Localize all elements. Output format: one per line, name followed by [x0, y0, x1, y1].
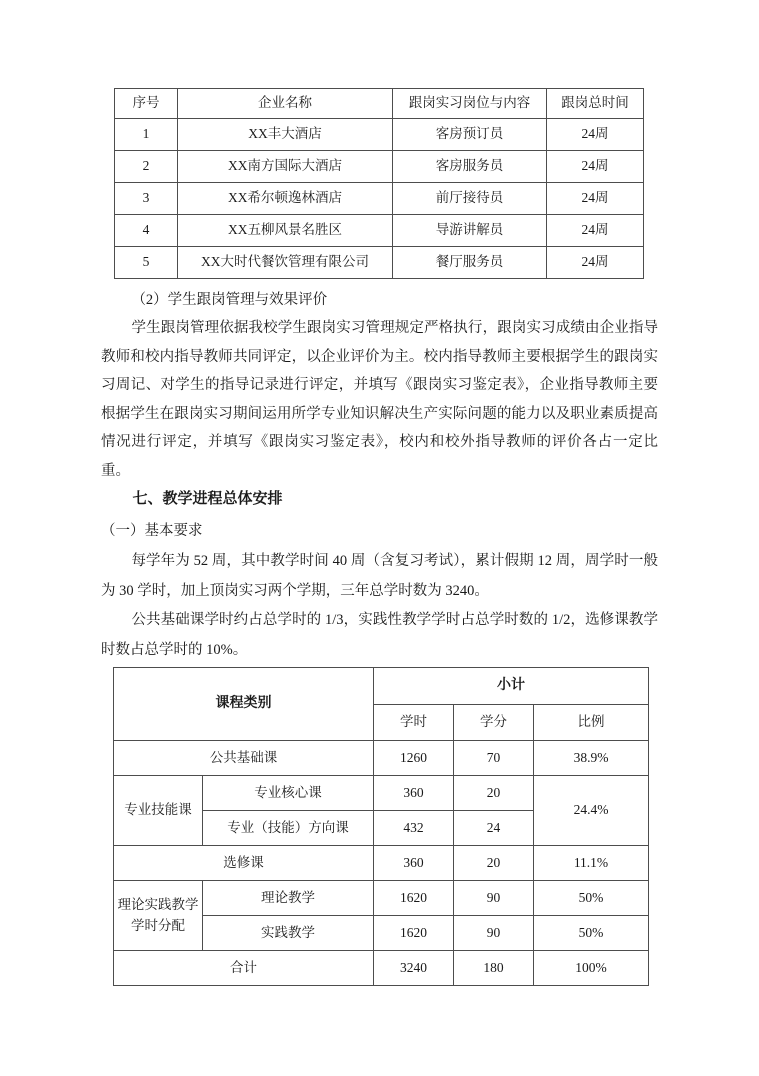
cell-duration: 24周	[547, 119, 644, 151]
cell-hours: 432	[374, 811, 454, 846]
cell-credits: 180	[454, 951, 534, 986]
header-category: 课程类别	[114, 668, 374, 741]
cell-course-label: 实践教学	[203, 916, 374, 951]
cell-company: XX南方国际大酒店	[178, 151, 393, 183]
cell-seq: 3	[115, 183, 178, 215]
header-credits: 学分	[454, 705, 534, 741]
cell-course-label: 专业核心课	[203, 776, 374, 811]
cell-position: 客房预订员	[393, 119, 547, 151]
cell-credits: 24	[454, 811, 534, 846]
cell-duration: 24周	[547, 247, 644, 279]
cell-company: XX希尔顿逸林酒店	[178, 183, 393, 215]
cell-position: 餐厅服务员	[393, 247, 547, 279]
header-subtotal: 小计	[374, 668, 649, 705]
cell-duration: 24周	[547, 151, 644, 183]
cell-company: XX丰大酒店	[178, 119, 393, 151]
cell-company: XX大时代餐饮管理有限公司	[178, 247, 393, 279]
internship-row	[115, 215, 644, 247]
internship-row	[115, 151, 644, 183]
section-heading-teaching-schedule: 七、教学进程总体安排	[132, 491, 283, 507]
course-row-skill-core	[114, 776, 649, 811]
cell-course-label: 理论教学	[203, 881, 374, 916]
cell-hours: 3240	[374, 951, 454, 986]
internship-row	[115, 119, 644, 151]
sub-heading-basic-requirements: （一）基本要求	[101, 523, 203, 539]
cell-hours: 360	[374, 846, 454, 881]
cell-ratio: 11.1%	[534, 846, 649, 881]
internship-row	[115, 183, 644, 215]
header-position: 跟岗实习岗位与内容	[393, 89, 547, 119]
course-row-elective	[114, 846, 649, 881]
course-table-header-row-1	[114, 668, 649, 705]
cell-ratio: 100%	[534, 951, 649, 986]
cell-credits: 90	[454, 881, 534, 916]
paragraph-school-year: 每学年为 52 周，其中教学时间 40 周（含复习考试），累计假期 12 周，周学时一般为 30 学时，加上顶岗实习两个学期，三年总学时数为 3240。	[101, 553, 658, 599]
cell-seq: 5	[115, 247, 178, 279]
cell-position: 客房服务员	[393, 151, 547, 183]
cell-hours: 1620	[374, 916, 454, 951]
header-ratio: 比例	[534, 705, 649, 741]
cell-ratio-merged: 24.4%	[534, 776, 649, 846]
course-row-total	[114, 951, 649, 986]
cell-course-label: 专业（技能）方向课	[203, 811, 374, 846]
cell-seq: 2	[115, 151, 178, 183]
cell-group-skill: 专业技能课	[114, 776, 203, 846]
paragraph-hour-ratio: 公共基础课学时约占总学时的 1/3，实践性教学学时占总学时数的 1/2，选修课教学时数占总学时的 10%。	[101, 612, 658, 658]
cell-seq: 1	[115, 119, 178, 151]
paragraph-management: 学生跟岗管理依据我校学生跟岗实习管理规定严格执行，跟岗实习成绩由企业指导教师和校内指导教师共同评定，以企业评价为主。校内指导教师主要根据学生的跟岗实习周记、对学生的指导记录进行评定，并填写《跟岗实习鉴定表》，企业指导教师主要根据学生在跟岗实习期间运用所学专业知识解决生产实际问题的能力以及职业素质提高情况进行评定，并填写《跟岗实习鉴定表》，校内和校外指导教师的评价各占一定比重。	[101, 320, 658, 479]
sub-heading-evaluation: （2）学生跟岗管理与效果评价	[131, 292, 328, 308]
cell-hours: 360	[374, 776, 454, 811]
cell-credits: 70	[454, 741, 534, 776]
header-seq: 序号	[115, 89, 178, 119]
course-hours-table	[113, 667, 649, 986]
cell-course-label: 公共基础课	[114, 741, 374, 776]
cell-group-theory-practice: 理论实践教学学时分配	[114, 881, 203, 951]
course-row-theory	[114, 881, 649, 916]
internship-table	[114, 88, 644, 279]
cell-position: 前厅接待员	[393, 183, 547, 215]
header-company: 企业名称	[178, 89, 393, 119]
cell-course-label: 选修课	[114, 846, 374, 881]
cell-credits: 90	[454, 916, 534, 951]
cell-hours: 1620	[374, 881, 454, 916]
cell-duration: 24周	[547, 183, 644, 215]
cell-credits: 20	[454, 776, 534, 811]
cell-ratio: 38.9%	[534, 741, 649, 776]
cell-seq: 4	[115, 215, 178, 247]
cell-ratio: 50%	[534, 916, 649, 951]
cell-duration: 24周	[547, 215, 644, 247]
course-row-public-basic	[114, 741, 649, 776]
header-duration: 跟岗总时间	[547, 89, 644, 119]
header-hours: 学时	[374, 705, 454, 741]
internship-table-header-row	[115, 89, 644, 119]
cell-position: 导游讲解员	[393, 215, 547, 247]
cell-company: XX五柳风景名胜区	[178, 215, 393, 247]
cell-hours: 1260	[374, 741, 454, 776]
cell-ratio: 50%	[534, 881, 649, 916]
cell-course-label: 合计	[114, 951, 374, 986]
cell-credits: 20	[454, 846, 534, 881]
internship-row	[115, 247, 644, 279]
